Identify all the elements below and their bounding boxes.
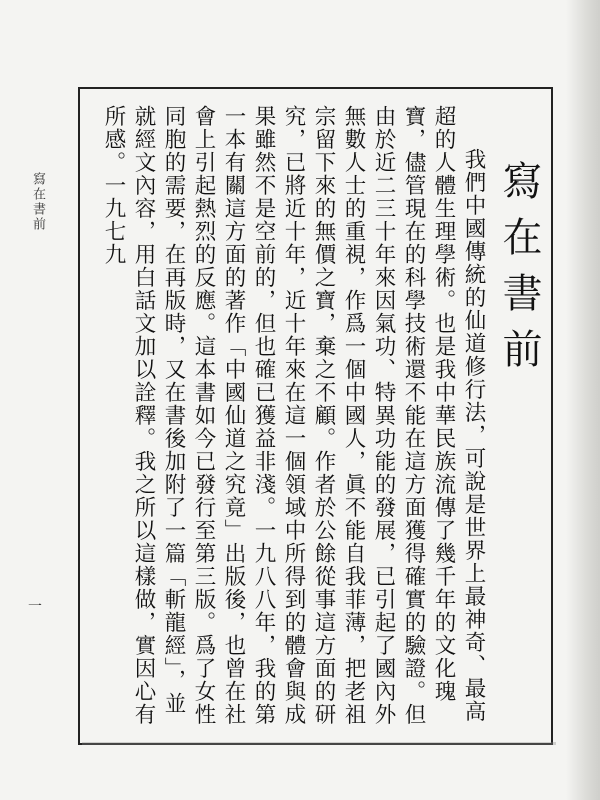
paragraph: 我們中國傳統的仙道修行法，可說是世界上最神奇、最高超的人體生理學術。也是我中華民族流傳了幾千年的文化瑰寶，儘管現在的科學技術還不能在這方面獲得確實的驗證。但由於近二三十年來因氣功、特異功能的發展，已引起了國內外無數人士的重視，作爲一個中國人，眞不能自我菲薄，把老祖宗留下來的無價之寶，棄之不顧。作者於公餘從事這方面的研究，已將近十年，近十年來在這一個領域中所得到的體會與成果雖然不是空前的，但也確已獲益非淺。一九八八年，我的第一本有關這方面的著作「中國仙道之究竟」出版後，也曾在社會上引起熱烈的反應。這本書如今已發行至第三版。爲了女性同胞的需要，在再版時，又在書後加附了一篇「斬龍經」，並就經文內容，用白話文加以詮釋。我之所以這樣做，實因心有所感。一九七九 [101,105,486,726]
page-edge-shadow [566,0,600,800]
frame-shadow [82,742,556,745]
page-number: 一 [28,599,42,615]
body-text-block [84,105,544,730]
running-title: 寫在書前 [30,172,45,232]
page-title: 寫在書前 [496,160,542,384]
